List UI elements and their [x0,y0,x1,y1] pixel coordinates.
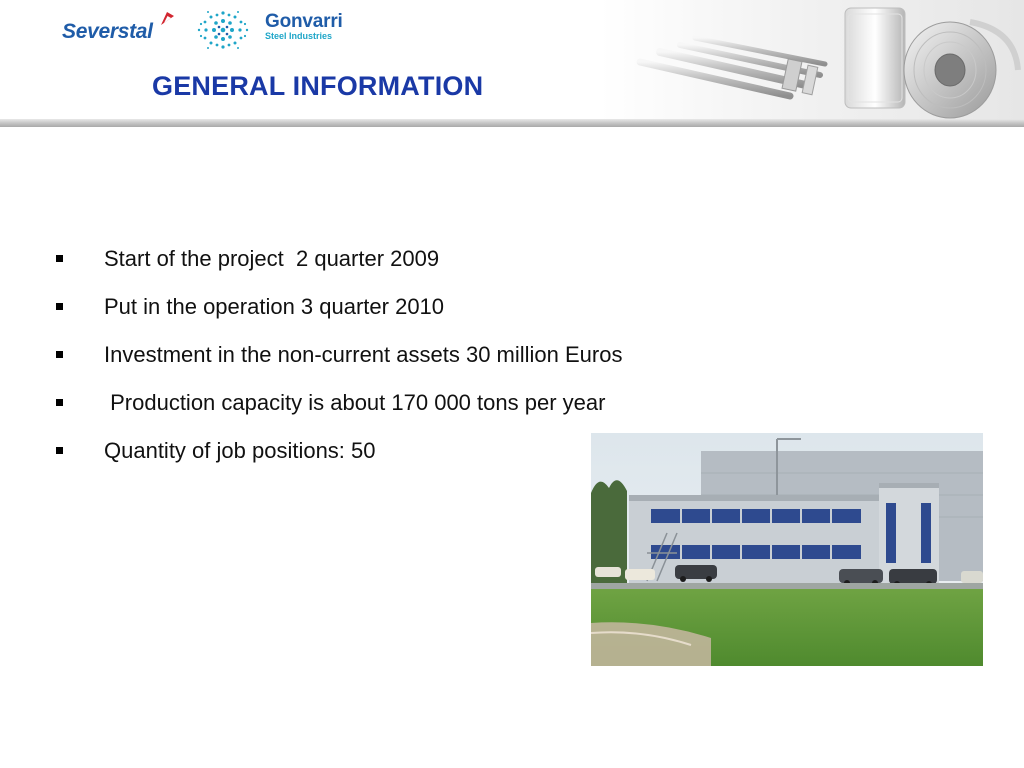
gonvarri-logo [265,13,343,42]
factory-building-photo [591,433,983,666]
severstal-logo [62,10,180,46]
bullet-text: Production capacity is about 170 000 tons per year [104,390,606,415]
square-bullet-icon [56,447,63,454]
bullet-text: Put in the operation 3 quarter 2010 [104,294,445,319]
gonvarri-logo-subtitle: Steel Industries [265,31,333,41]
bullet-text: Investment in the non-current assets 30 million Euros [104,342,623,367]
header-divider [0,119,1024,127]
gonvarri-logo-name: Gonvarri [265,11,343,32]
slide-header [0,0,1024,128]
square-bullet-icon [56,399,63,406]
square-bullet-icon [56,255,63,262]
gonvarri-dot-sphere-icon [193,7,253,53]
square-bullet-icon [56,351,63,358]
bullet-text: Start of the project 2 quarter 2009 [104,246,440,271]
severstal-logo-icon [158,10,176,28]
severstal-logo-text: Severstal [62,20,153,43]
square-bullet-icon [56,303,63,310]
slide-title: GENERAL INFORMATION [152,71,484,101]
steel-products-illustration [600,0,1024,122]
bullet-text: Quantity of job positions: 50 [104,438,376,463]
